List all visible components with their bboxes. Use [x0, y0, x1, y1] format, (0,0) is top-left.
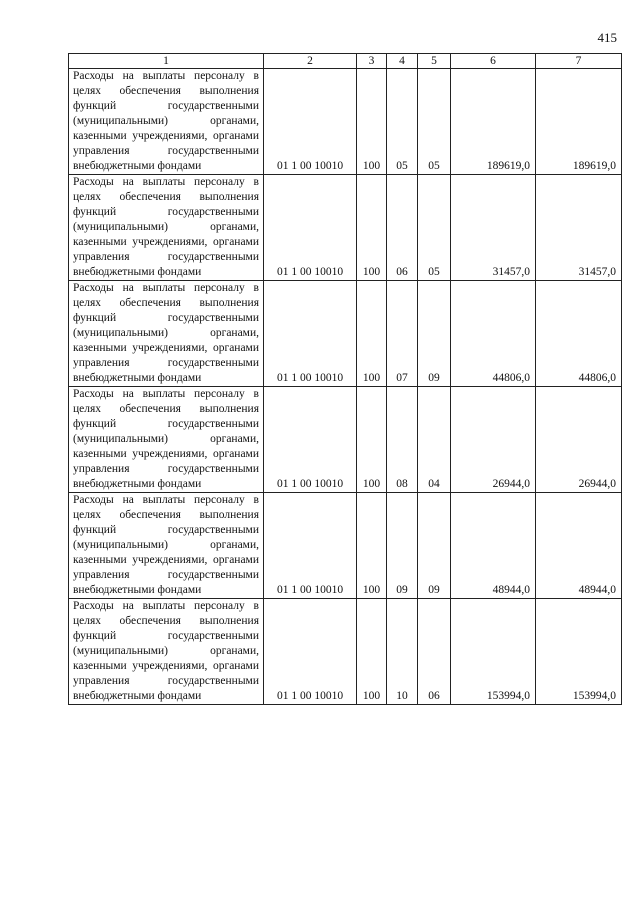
- row-expense-type: 100: [357, 599, 387, 705]
- column-header: 1: [69, 54, 264, 69]
- row-expense-type: 100: [357, 175, 387, 281]
- row-target-code: 01 1 00 10010: [264, 493, 357, 599]
- row-description: Расходы на выплаты персоналу в целях обеспечения выполнения функций государственными (муниципальными) органами, казенными учреждениями, органами управления государственными внебюджетными фондами: [69, 281, 264, 387]
- row-target-code: 01 1 00 10010: [264, 175, 357, 281]
- row-amount-7: 189619,0: [536, 69, 622, 175]
- row-description: Расходы на выплаты персоналу в целях обеспечения выполнения функций государственными (муниципальными) органами, казенными учреждениями, органами управления государственными внебюджетными фондами: [69, 599, 264, 705]
- row-subsection: 09: [418, 493, 451, 599]
- table-body: [69, 69, 622, 705]
- row-section: 07: [387, 281, 418, 387]
- table-row: [69, 493, 622, 599]
- row-amount-7: 153994,0: [536, 599, 622, 705]
- row-amount-7: 31457,0: [536, 175, 622, 281]
- row-subsection: 05: [418, 175, 451, 281]
- column-header: 3: [357, 54, 387, 69]
- row-description: Расходы на выплаты персоналу в целях обеспечения выполнения функций государственными (муниципальными) органами, казенными учреждениями, органами управления государственными внебюджетными фондами: [69, 493, 264, 599]
- row-amount-6: 26944,0: [451, 387, 536, 493]
- table-row: [69, 175, 622, 281]
- column-header: 2: [264, 54, 357, 69]
- row-description: Расходы на выплаты персоналу в целях обеспечения выполнения функций государственными (муниципальными) органами, казенными учреждениями, органами управления государственными внебюджетными фондами: [69, 69, 264, 175]
- row-amount-7: 48944,0: [536, 493, 622, 599]
- row-expense-type: 100: [357, 387, 387, 493]
- row-expense-type: 100: [357, 493, 387, 599]
- row-target-code: 01 1 00 10010: [264, 387, 357, 493]
- row-target-code: 01 1 00 10010: [264, 281, 357, 387]
- page-number: 415: [597, 30, 617, 45]
- column-header: 4: [387, 54, 418, 69]
- row-expense-type: 100: [357, 281, 387, 387]
- table-row: [69, 281, 622, 387]
- column-header: 6: [451, 54, 536, 69]
- table-row: [69, 387, 622, 493]
- row-subsection: 04: [418, 387, 451, 493]
- row-description: Расходы на выплаты персоналу в целях обеспечения выполнения функций государственными (муниципальными) органами, казенными учреждениями, органами управления государственными внебюджетными фондами: [69, 175, 264, 281]
- row-section: 09: [387, 493, 418, 599]
- table-row: [69, 69, 622, 175]
- budget-table: [68, 53, 622, 705]
- row-section: 05: [387, 69, 418, 175]
- row-section: 10: [387, 599, 418, 705]
- row-amount-6: 189619,0: [451, 69, 536, 175]
- row-amount-6: 48944,0: [451, 493, 536, 599]
- row-amount-6: 44806,0: [451, 281, 536, 387]
- row-subsection: 06: [418, 599, 451, 705]
- row-target-code: 01 1 00 10010: [264, 599, 357, 705]
- row-amount-6: 31457,0: [451, 175, 536, 281]
- row-section: 08: [387, 387, 418, 493]
- table-row: [69, 599, 622, 705]
- header-row: [69, 54, 622, 69]
- row-amount-7: 26944,0: [536, 387, 622, 493]
- row-expense-type: 100: [357, 69, 387, 175]
- column-header: 7: [536, 54, 622, 69]
- row-subsection: 05: [418, 69, 451, 175]
- column-header: 5: [418, 54, 451, 69]
- row-amount-6: 153994,0: [451, 599, 536, 705]
- row-section: 06: [387, 175, 418, 281]
- row-subsection: 09: [418, 281, 451, 387]
- table-header: [69, 54, 622, 69]
- row-amount-7: 44806,0: [536, 281, 622, 387]
- row-target-code: 01 1 00 10010: [264, 69, 357, 175]
- row-description: Расходы на выплаты персоналу в целях обеспечения выполнения функций государственными (муниципальными) органами, казенными учреждениями, органами управления государственными внебюджетными фондами: [69, 387, 264, 493]
